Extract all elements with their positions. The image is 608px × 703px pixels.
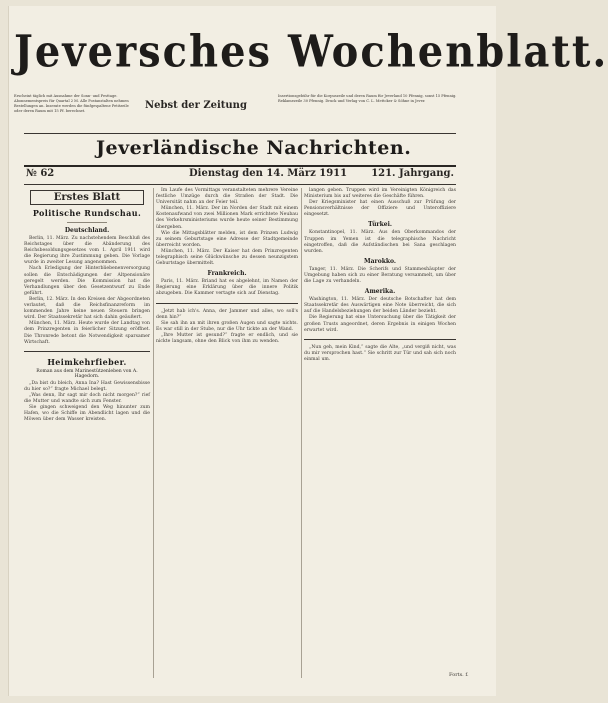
masthead-title: Jeversches Wochenblatt. xyxy=(14,25,608,78)
article-paragraph: Konstantinopel, 11. März. Aus den Oberkommandos der Truppen im Yemen ist die telegraphische Nachricht eingetroffen, daß die Aufständischen bei Sana geschlagen wurden. xyxy=(304,230,456,254)
article-paragraph: Im Laufe des Vormittags veranstalteten mehrere Vereine festliche Umzüge durch die Straßen der Stadt. Die Universität nahm an der Feier teil. xyxy=(156,188,298,206)
article-paragraph: Paris, 11. März. Briand hat es abgelehnt, im Namen der Regierung eine Erklärung über die innere Politik abzugeben. Die Kammer vertagte sich auf Dienstag. xyxy=(156,279,298,297)
article-paragraph: langen geben. Truppen wird im Vereinigten Königreich das Ministerium bis auf weiteres die Geschäfte führen. xyxy=(304,188,456,200)
feuilleton-paragraph: Sie sah ihn an mit ihren großen Augen und sagte nichts. Es war still in der Stube, nur die Uhr tickte an der Wand. xyxy=(156,320,298,332)
article-paragraph: München, 11. März. Der Kaiser hat dem Prinzregenten telegraphisch seine Glückwünsche zu dessen neunzigstem Geburtstage übermittelt. xyxy=(156,248,298,267)
article-paragraph: München, 11. März. Der im Norden der Stadt mit einem Kostenaufwand von zwei Millionen Mark errichtete Neubau des Verkehrsministeriums wurde heute seiner Bestimmung übergeben. xyxy=(156,206,298,230)
feuilleton-paragraph: „Da bist du bleich, Anna Ina? Hast Gewissensbisse du hier so?“ fragte Michael belegt. xyxy=(24,380,150,392)
dateline xyxy=(24,168,456,184)
divider xyxy=(156,303,298,304)
section-title: Frankreich. xyxy=(207,270,247,278)
divider xyxy=(24,133,456,134)
issue-number: № 62 xyxy=(26,168,55,179)
article-paragraph: Die Regierung hat eine Untersuchung über die Tätigkeit der großen Trusts angeordnet, deren Ergebnis in einigen Wochen erwartet wird. xyxy=(304,315,456,333)
divider xyxy=(304,339,456,340)
divider xyxy=(24,184,456,185)
feuilleton-paragraph: „Nun geh, mein Kind,“ sagte die Alte, „und vergiß nicht, was du mir versprochen hast.“ Sie schritt zur Tür und sah sich noch einmal um. xyxy=(304,344,456,362)
section-title: Marokko. xyxy=(364,257,396,265)
continuation-note: Forts. f. xyxy=(449,672,469,678)
column-rule xyxy=(153,188,154,678)
divider xyxy=(24,165,456,167)
masthead-info-right: Insertionsgebühr für die Korpuszeile und deren Raum für Jeverland 10 Pfennig, sonst 15 Pfennig. Reklamezeile 30 Pfennig. Druck und Verlag von C. L. Mettcker & Söhne in Jever. xyxy=(278,94,457,103)
feuilleton-paragraph: „Jetzt hab ich's. Anna, der Jammer und alles, wo soll's denn hin?“ xyxy=(156,308,298,320)
masthead-nebst: Nebst der Zeitung xyxy=(145,100,247,111)
column-1 xyxy=(24,188,150,678)
feuilleton-paragraph: Sie gingen schweigend den Weg hinunter zum Hafen, wo die Schiffe im Abendlicht lagen und die Möwen über dem Wasser kreisten. xyxy=(24,405,150,423)
issue-year: 121. Jahrgang. xyxy=(371,168,454,179)
article-paragraph: Washington, 11. März. Der deutsche Botschafter hat dem Staatssekretär des Auswärtigen eine Note überreicht, die sich auf die Handelsbeziehungen der beiden Länder bezieht. xyxy=(304,297,456,315)
divider xyxy=(24,351,150,352)
issue-date: Dienstag den 14. März 1911 xyxy=(189,168,348,179)
divider xyxy=(67,222,107,223)
column-2 xyxy=(156,188,298,678)
article-paragraph: Der Kriegsminister hat einen Ausschuß zur Prüfung der Pensionsverhältnisse der Offiziere und Unteroffiziere eingesetzt. xyxy=(304,200,456,218)
article-paragraph: Wie die Mittagsblätter melden, ist dem Prinzen Ludwig zu seinem Geburtstage eine Adresse der Stadtgemeinde überreicht worden. xyxy=(156,230,298,248)
column-rule xyxy=(301,188,302,678)
feuilleton-paragraph: „Was denn, Ihr sagt mir doch nicht morgen?“ rief die Mutter und wandte sich zum Fenster. xyxy=(24,392,150,404)
article-paragraph: Berlin, 11. März. Zu nachstehendem Beschluß des Reichstages über die Abänderung des Reichsbesoldungsgesetzes vom 1. April 1911 wird die Regierung ihre Zustimmung geben. Die Vorlage wurde in zweiter Lesung angenommen. xyxy=(24,236,150,266)
masthead-info-left: Erscheint täglich mit Ausnahme der Sonn- und Festtage. Abonnementspreis für Quartal 2 M. Alle Postanstalten nehmen Bestellungen an. Inserate werden die fünfgespaltene Petitzeile oder deren Raum mit 15 Pf. berechnet. xyxy=(14,94,129,113)
section-blatt: Erstes Blatt xyxy=(30,190,144,205)
subsection-title: Deutschland. xyxy=(64,227,110,234)
feuilleton-subtitle: Roman aus dem Marinestützenleben von A. Hagedorn. xyxy=(36,368,138,379)
section-title: Türkei. xyxy=(368,221,392,229)
article-paragraph: Berlin, 12. März. In den Kreisen der Abgeordneten verlautet, daß die Reichsfinanzreform im kommenden Jahre keine neuen Steuern bringen wird. Der Staatssekretär hat sich dahin geäußert. xyxy=(24,296,150,321)
article-paragraph: Nach Erledigung der Hinterbliebenenversorgung sollen die Entschädigungen der Altpensionäre geregelt werden. Die Kommission hat die Verhandlungen über den Gesetzentwurf zu Ende geführt. xyxy=(24,266,150,296)
article-paragraph: Tanger, 11. März. Die Scherifs und Stammeshäupter der Umgebung haben sich zu einer Beratung versammelt, um über die Lage zu verhandeln. xyxy=(304,266,456,285)
section-title: Politische Rundschau. xyxy=(32,208,142,218)
article-paragraph: München, 11. März. Heute wurde der Landtag von dem Prinzregenten in feierlicher Sitzung eröffnet. Die Thronrede betont die Notwendigkeit sparsamer Wirtschaft. xyxy=(24,321,150,345)
feuilleton-title: Heimkehrfieber. xyxy=(47,356,127,367)
section-title: Amerika. xyxy=(364,288,396,296)
masthead-subtitle: Jeverländische Nachrichten. xyxy=(96,137,412,159)
column-3 xyxy=(304,188,456,678)
feuilleton-paragraph: „Ihre Mutter ist gesund?“ fragte er endlich, und sie nickte langsam, ohne den Blick von ihm zu wenden. xyxy=(156,332,298,344)
